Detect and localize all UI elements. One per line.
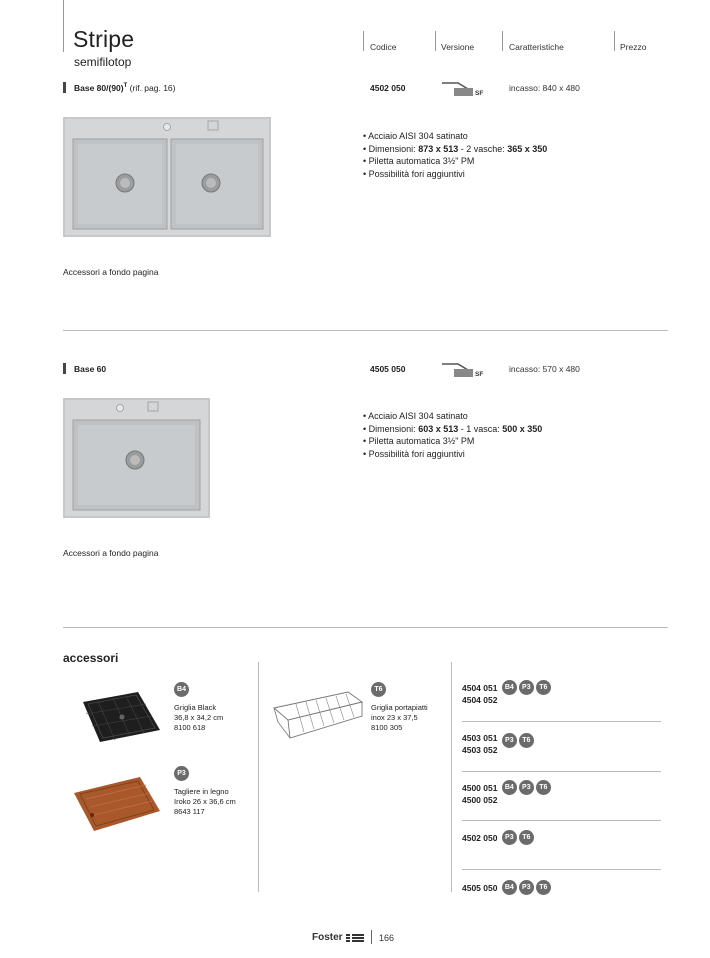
feature-item: • Acciaio AISI 304 satinato [363,410,542,423]
compat-divider [462,771,661,772]
compat-row [462,682,662,706]
page-number: 166 [379,933,395,943]
semifilotop-version-icon [440,359,486,379]
footer-rule [371,930,372,944]
accessory-desc: Griglia Black 36,8 x 34,2 cm 8100 618 [174,703,224,732]
section-divider [63,330,668,331]
page-subtitle: semifilotop [74,55,132,69]
feature-item: • Piletta automatica 3½" PM [363,155,547,168]
product-code: 4505 050 [370,364,406,374]
compat-codes: 4500 051 4500 052 [462,783,498,805]
col-rule-codice [363,31,364,51]
product-features [363,130,547,180]
accessories-note: Accessori a fondo pagina [63,548,159,558]
col-rule-versione [435,31,436,51]
col-rule-caratteristiche [502,31,503,51]
col-header-caratteristiche: Caratteristiche [509,42,564,52]
accessories-note: Accessori a fondo pagina [63,267,159,277]
compat-codes: 4503 051 4503 052 [462,733,498,755]
product-features [363,410,542,460]
semifilotop-version-icon [440,78,486,98]
section-marker [63,363,66,374]
brand-stripes-icon [346,934,364,942]
compat-codes: 4504 051 4504 052 [462,683,498,705]
product-base-label: Base 60 [74,364,107,374]
compat-badges: P3 T6 [502,733,536,748]
svg-text:SF: SF [475,90,484,97]
compat-row [462,882,662,895]
compat-badges: B4 P3 T6 [502,680,553,695]
col-header-codice: Codice [370,42,397,52]
compat-badges: B4 P3 T6 [502,780,553,795]
compat-divider [462,869,661,870]
compat-codes: 4505 050 [462,883,498,893]
accessories-rule [258,662,259,892]
feature-item: • Possibilità fori aggiuntivi [363,168,547,181]
feature-item: • Dimensioni: 603 x 513 - 1 vasca: 500 x 350 [363,423,542,436]
compat-badges: B4 P3 T6 [502,880,553,895]
wooden-board-image [72,773,162,835]
col-header-prezzo: Prezzo [620,42,647,52]
compat-row [462,732,662,756]
col-header-versione: Versione [441,42,475,52]
accessories-title: accessori [63,651,119,665]
accessory-desc: Tagliere in legno Iroko 26 x 36,6 cm 8643 117 [174,787,236,816]
page-title: Stripe [73,26,135,52]
accessory-badge: B4 [174,682,189,697]
feature-item: • Possibilità fori aggiuntivi [363,448,542,461]
feature-item: • Piletta automatica 3½" PM [363,435,542,448]
compat-badges: P3 T6 [502,830,536,845]
col-rule-prezzo [614,31,615,51]
black-grid-image [78,690,163,745]
compat-row [462,832,662,845]
feature-item: • Acciaio AISI 304 satinato [363,130,547,143]
product-code: 4502 050 [370,83,406,93]
single-sink-image [63,398,210,518]
compat-row [462,782,662,806]
compat-divider [462,721,661,722]
accessories-rule [451,662,452,892]
compat-divider [462,820,661,821]
feature-item: • Dimensioni: 873 x 513 - 2 vasche: 365 x 350 [363,143,547,156]
product-incasso: incasso: 840 x 480 [509,83,580,93]
brand-logo: Foster [312,932,364,943]
double-sink-image [63,117,271,237]
section-divider [63,627,668,628]
accessory-badge: T6 [371,682,386,697]
compat-codes: 4502 050 [462,833,498,843]
accessory-badge: P3 [174,766,189,781]
section-marker [63,82,66,93]
header-left-rule [63,0,64,52]
product-base-label: Base $80/(90)^T$ (rif. pag. 16) [74,83,176,93]
product-incasso: incasso: 570 x 480 [509,364,580,374]
dish-rack-image [270,688,365,746]
accessory-desc: Griglia portapiatti inox 23 x 37,5 8100 305 [371,703,428,732]
svg-text:SF: SF [475,371,484,378]
